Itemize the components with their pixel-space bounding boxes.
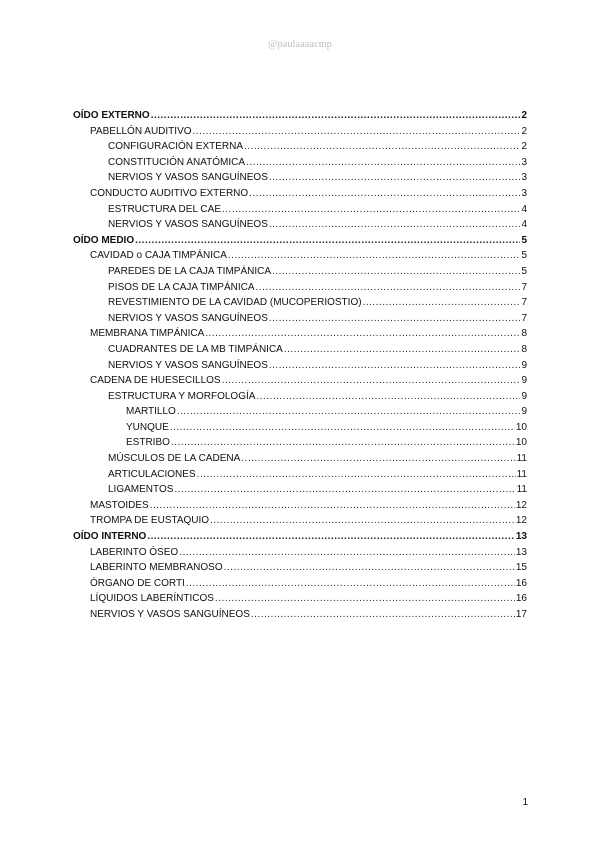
toc-dot-leader: [179, 545, 515, 561]
toc-entry-title: NERVIOS Y VASOS SANGUÍNEOS: [90, 609, 250, 620]
toc-entry-page: 13: [515, 546, 527, 558]
toc-dot-leader: [269, 217, 521, 233]
toc-entry-page: 4: [521, 203, 527, 215]
toc-entry[interactable]: [73, 280, 527, 296]
toc-dot-leader: [215, 591, 515, 607]
toc-entry-title: NERVIOS Y VASOS SANGUÍNEOS: [108, 312, 268, 324]
toc-entry-title: OÍDO EXTERNO: [73, 110, 150, 121]
toc-entry[interactable]: [73, 529, 527, 545]
toc-entry[interactable]: [73, 482, 527, 498]
toc-entry-page: 8: [521, 343, 527, 355]
toc-dot-leader: [174, 482, 515, 498]
toc-entry-title: TROMPA DE EUSTAQUIO: [90, 515, 210, 527]
toc-entry[interactable]: [73, 139, 527, 155]
toc-entry-page: 11: [516, 484, 527, 496]
toc-entry-title: NERVIOS Y VASOS SANGUÍNEOS: [108, 359, 268, 371]
toc-dot-leader: [272, 264, 520, 280]
toc-entry[interactable]: [73, 311, 527, 327]
toc-entry-page: 3: [521, 187, 527, 199]
toc-entry-page: 15: [515, 562, 527, 574]
toc-dot-leader: [222, 202, 520, 218]
toc-entry[interactable]: [73, 389, 527, 405]
toc-entry-page: 10: [515, 421, 527, 433]
page-number: 1: [522, 797, 528, 808]
toc-entry-title: ESTRIBO: [126, 437, 170, 449]
toc-entry[interactable]: [73, 451, 527, 467]
toc-dot-leader: [147, 529, 515, 545]
toc-entry[interactable]: [73, 420, 527, 436]
toc-entry-title: PISOS DE LA CAJA TIMPÁNICA: [108, 281, 255, 293]
toc-dot-leader: [246, 155, 520, 171]
toc-entry-page: 3: [521, 156, 527, 168]
toc-entry-page: 9: [521, 406, 527, 418]
toc-entry-title: LABERINTO MEMBRANOSO: [90, 562, 223, 574]
toc-entry-title: REVESTIMIENTO DE LA CAVIDAD (MUCOPERIOSTIO): [108, 297, 362, 309]
toc-entry-page: 5: [521, 265, 527, 277]
toc-dot-leader: [256, 389, 520, 405]
toc-entry-title: NERVIOS Y VASOS SANGUÍNEOS: [108, 219, 268, 231]
toc-entry-title: LABERINTO ÓSEO: [90, 546, 179, 558]
toc-entry[interactable]: [73, 560, 527, 576]
toc-entry-page: 9: [521, 375, 527, 387]
toc-entry-title: CONDUCTO AUDITIVO EXTERNO: [90, 187, 249, 199]
toc-entry[interactable]: [73, 155, 527, 171]
toc-entry[interactable]: [73, 513, 527, 529]
toc-entry-page: 2: [521, 141, 527, 153]
toc-entry-title: MEMBRANA TIMPÁNICA: [90, 328, 205, 340]
toc-entry-page: 11: [516, 453, 527, 465]
toc-entry-page: 5: [521, 250, 527, 262]
watermark: @paulaaaacmp: [268, 39, 332, 50]
toc-entry[interactable]: [73, 342, 527, 358]
toc-entry-page: 8: [521, 328, 527, 340]
toc-dot-leader: [170, 420, 515, 436]
toc-dot-leader: [251, 607, 515, 623]
toc-entry-page: 12: [515, 515, 527, 527]
toc-entry-title: MARTILLO: [126, 406, 176, 418]
toc-dot-leader: [269, 170, 521, 186]
toc-entry[interactable]: [73, 186, 527, 202]
toc-entry-page: 13: [515, 531, 527, 543]
toc-entry-title: CONFIGURACIÓN EXTERNA: [108, 141, 244, 153]
toc-dot-leader: [269, 311, 521, 327]
toc-entry-page: 2: [521, 125, 527, 137]
table-of-contents: [73, 108, 527, 623]
toc-dot-leader: [222, 373, 521, 389]
toc-entry[interactable]: [73, 373, 527, 389]
toc-dot-leader: [224, 560, 515, 576]
toc-entry-page: 17: [515, 609, 527, 620]
toc-entry-page: 9: [521, 390, 527, 402]
toc-entry-page: 16: [515, 593, 527, 605]
toc-entry-page: 7: [521, 281, 527, 293]
toc-entry-title: ESTRUCTURA DEL CAE: [108, 203, 221, 215]
toc-entry-title: PABELLÓN AUDITIVO: [90, 125, 192, 137]
toc-entry-title: CADENA DE HUESECILLOS: [90, 375, 221, 387]
toc-entry[interactable]: [73, 467, 527, 483]
toc-dot-leader: [249, 186, 520, 202]
toc-dot-leader: [256, 280, 521, 296]
toc-entry-title: ARTICULACIONES: [108, 468, 196, 480]
toc-entry-page: 9: [521, 359, 527, 371]
toc-entry-page: 2: [521, 110, 527, 121]
toc-entry-title: MASTOIDES: [90, 499, 149, 511]
toc-entry-title: ESTRUCTURA Y MORFOLOGÍA: [108, 390, 256, 402]
toc-dot-leader: [363, 295, 521, 311]
toc-entry[interactable]: [73, 248, 527, 264]
toc-entry[interactable]: [73, 607, 527, 623]
toc-entry-title: MÚSCULOS DE LA CADENA: [108, 453, 241, 465]
toc-dot-leader: [210, 513, 515, 529]
toc-entry-title: CUADRANTES DE LA MB TIMPÁNICA: [108, 343, 283, 355]
toc-entry-title: CAVIDAD o CAJA TIMPÁNICA: [90, 250, 227, 262]
toc-dot-leader: [205, 326, 520, 342]
toc-dot-leader: [244, 139, 520, 155]
toc-entry[interactable]: [73, 326, 527, 342]
toc-entry[interactable]: [73, 435, 527, 451]
toc-dot-leader: [228, 248, 521, 264]
toc-entry[interactable]: [73, 591, 527, 607]
toc-entry-title: CONSTITUCIÓN ANATÓMICA: [108, 156, 246, 168]
toc-dot-leader: [284, 342, 521, 358]
toc-entry-title: PAREDES DE LA CAJA TIMPÁNICA: [108, 265, 272, 277]
toc-entry[interactable]: [73, 498, 527, 514]
toc-entry-page: 12: [515, 499, 527, 511]
toc-entry-title: NERVIOS Y VASOS SANGUÍNEOS: [108, 172, 268, 184]
toc-dot-leader: [193, 124, 521, 140]
toc-entry-page: 4: [521, 219, 527, 231]
toc-entry[interactable]: [73, 202, 527, 218]
toc-entry-page: 11: [516, 468, 527, 480]
toc-entry-page: 16: [515, 577, 527, 589]
toc-dot-leader: [171, 435, 515, 451]
toc-entry-title: YUNQUE: [126, 421, 169, 433]
toc-entry-page: 7: [521, 297, 527, 309]
toc-entry-page: 3: [521, 172, 527, 184]
toc-entry[interactable]: [73, 233, 527, 249]
toc-dot-leader: [135, 233, 520, 249]
toc-dot-leader: [269, 358, 521, 374]
toc-dot-leader: [151, 108, 521, 124]
toc-entry[interactable]: [73, 576, 527, 592]
toc-entry[interactable]: [73, 404, 527, 420]
toc-dot-leader: [197, 467, 516, 483]
toc-entry-title: ÓRGANO DE CORTI: [90, 577, 185, 589]
toc-entry-page: 10: [515, 437, 527, 449]
toc-entry[interactable]: [73, 358, 527, 374]
toc-dot-leader: [186, 576, 515, 592]
toc-entry-page: 7: [521, 312, 527, 324]
toc-dot-leader: [241, 451, 515, 467]
toc-entry-page: 5: [521, 234, 527, 246]
toc-entry-title: OÍDO INTERNO: [73, 531, 147, 543]
toc-entry-title: LIGAMENTOS: [108, 484, 174, 496]
toc-dot-leader: [150, 498, 515, 514]
toc-entry-title: OÍDO MEDIO: [73, 234, 135, 246]
toc-entry[interactable]: [73, 295, 527, 311]
toc-entry[interactable]: [73, 264, 527, 280]
toc-entry[interactable]: [73, 545, 527, 561]
toc-entry[interactable]: [73, 170, 527, 186]
toc-entry[interactable]: [73, 124, 527, 140]
toc-entry-title: LÍQUIDOS LABERÍNTICOS: [90, 593, 214, 605]
toc-entry[interactable]: [73, 108, 527, 124]
toc-dot-leader: [177, 404, 521, 420]
toc-entry[interactable]: [73, 217, 527, 233]
